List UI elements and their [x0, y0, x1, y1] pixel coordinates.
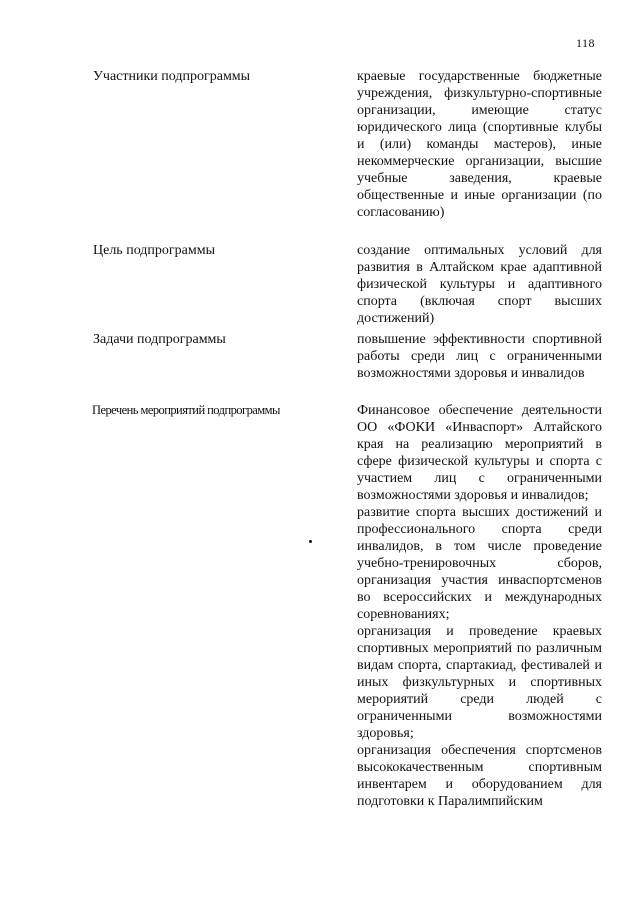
row-value-participants	[357, 68, 602, 221]
value-item: краевые государственные бюджетные учреждения, физкультурно-спортивные организации, имеющие статус юридического лица (спортивные клубы и (или) команды мастеров), иные некоммерческие организации, высшие учебные заведения, краевые общественные и иные организации (по согласованию)	[357, 69, 602, 220]
value-item: создание оптимальных условий для развития в Алтайском крае адаптивной физической культуры и адаптивного спорта (включая спорт высших достижений)	[357, 243, 602, 326]
value-item: организация обеспечения спортсменов высококачественным спортивным инвентарем и оборудованием для подготовки к Паралимпийским	[357, 743, 602, 809]
value-item: развитие спорта высших достижений и профессионального спорта среди инвалидов, в том числе проведение учебно-тренировочных сборов, организация участия инваспортсменов во всероссийских и международных соревнованиях;	[357, 505, 602, 622]
row-value-activities	[357, 402, 602, 810]
row-label-tasks: Задачи подпрограммы	[93, 332, 226, 347]
row-value-goal	[357, 242, 602, 327]
row-label-goal: Цель подпрограммы	[93, 243, 215, 258]
value-item: Финансовое обеспечение деятельности ОО «ФОКИ «Инваспорт» Алтайского края на реализацию мероприятий в сфере физической культуры и спорта с участием лиц с ограниченными возможностями здоровья и инвалидов;	[357, 403, 602, 503]
value-item: организация и проведение краевых спортивных мероприятий по различным видам спорта, спартакиад, фестивалей и иных физкультурных и спортивных мерориятий среди людей с ограниченными возможностями здоровья;	[357, 624, 602, 741]
row-label-activities: Перечень мероприятий подпрограммы	[92, 403, 280, 417]
page-number: 118	[576, 36, 596, 50]
value-item: повышение эффективности спортивной работы среди лиц с ограниченными возможностями здоровья и инвалидов	[357, 332, 602, 381]
row-label-participants: Участники подпрограммы	[93, 69, 251, 84]
row-value-tasks	[357, 331, 602, 382]
scan-speck	[309, 540, 312, 543]
